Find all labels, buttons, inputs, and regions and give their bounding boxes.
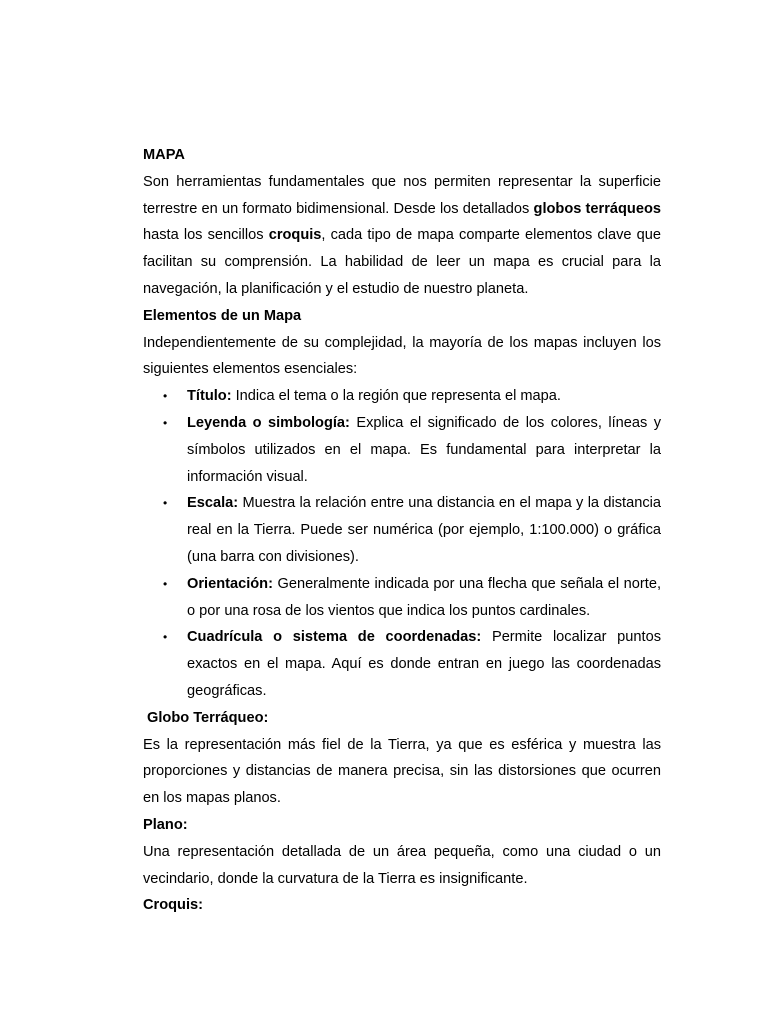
intro-bold-croquis: croquis — [268, 227, 322, 244]
intro-text-3: , cada tipo de mapa comparte elementos clave que facilitan su comprensión. La habilidad de leer un mapa es crucial para la navegación, la planificación y el estudio de nuestro planeta. — [143, 227, 661, 297]
bullet-icon: • — [163, 415, 168, 430]
plano-heading: Plano: — [143, 816, 188, 833]
list-item-desc: Muestra la relación entre una distancia en el mapa y la distancia real en la Tierra. Puede ser numérica (por ejemplo, 1:100.000) o gráfica (una barra con divisiones). — [187, 495, 661, 565]
bullet-icon: • — [163, 630, 168, 645]
intro-paragraph — [143, 169, 661, 303]
list-item-term: Título: — [187, 388, 232, 405]
intro-bold-globos: globos terráqueos — [533, 200, 661, 217]
bullet-icon: • — [163, 496, 168, 511]
list-item — [143, 383, 661, 410]
list-item-term: Escala: — [187, 495, 239, 512]
document-page — [143, 142, 661, 919]
intro-text-1: Son herramientas fundamentales que nos permiten representar la superficie terrestre en un formato bidimensional. Desde los detallados — [143, 173, 661, 217]
document-title: MAPA — [143, 147, 185, 163]
intro-text-2: hasta los sencillos — [143, 227, 269, 244]
list-item-term: Orientación: — [187, 575, 273, 592]
list-item-desc: Permite localizar puntos exactos en el mapa. Aquí es donde entran en juego las coordenadas geográficas. — [187, 629, 661, 699]
elements-heading: Elementos de un Mapa — [143, 307, 302, 324]
plano-paragraph: Una representación detallada de un área pequeña, como una ciudad o un vecindario, donde la curvatura de la Tierra es insignificante. — [143, 843, 661, 887]
elements-intro: Independientemente de su complejidad, la mayoría de los mapas incluyen los siguientes elementos esenciales: — [143, 334, 661, 378]
globo-paragraph: Es la representación más fiel de la Tierra, ya que es esférica y muestra las proporciones y distancias de manera precisa, sin las distorsiones que ocurren en los mapas planos. — [143, 736, 661, 807]
croquis-heading: Croquis: — [143, 897, 203, 914]
list-item-desc: Explica el significado de los colores, líneas y símbolos utilizados en el mapa. Es fundamental para interpretar la información visual. — [187, 414, 662, 485]
list-item — [143, 410, 661, 490]
bullet-icon: • — [163, 389, 168, 404]
globo-heading: Globo Terráqueo: — [147, 709, 269, 726]
list-item-term: Leyenda o simbología: — [187, 414, 350, 431]
elements-list — [143, 383, 661, 705]
list-item — [143, 571, 661, 625]
list-item — [143, 490, 661, 570]
list-item-desc: Indica el tema o la región que representa el mapa. — [231, 388, 561, 405]
list-item-desc: Generalmente indicada por una flecha que señala el norte, o por una rosa de los vientos que indica los puntos cardinales. — [187, 575, 661, 619]
list-item — [143, 624, 661, 704]
list-item-term: Cuadrícula o sistema de coordenadas: — [187, 629, 482, 646]
bullet-icon: • — [163, 576, 168, 591]
